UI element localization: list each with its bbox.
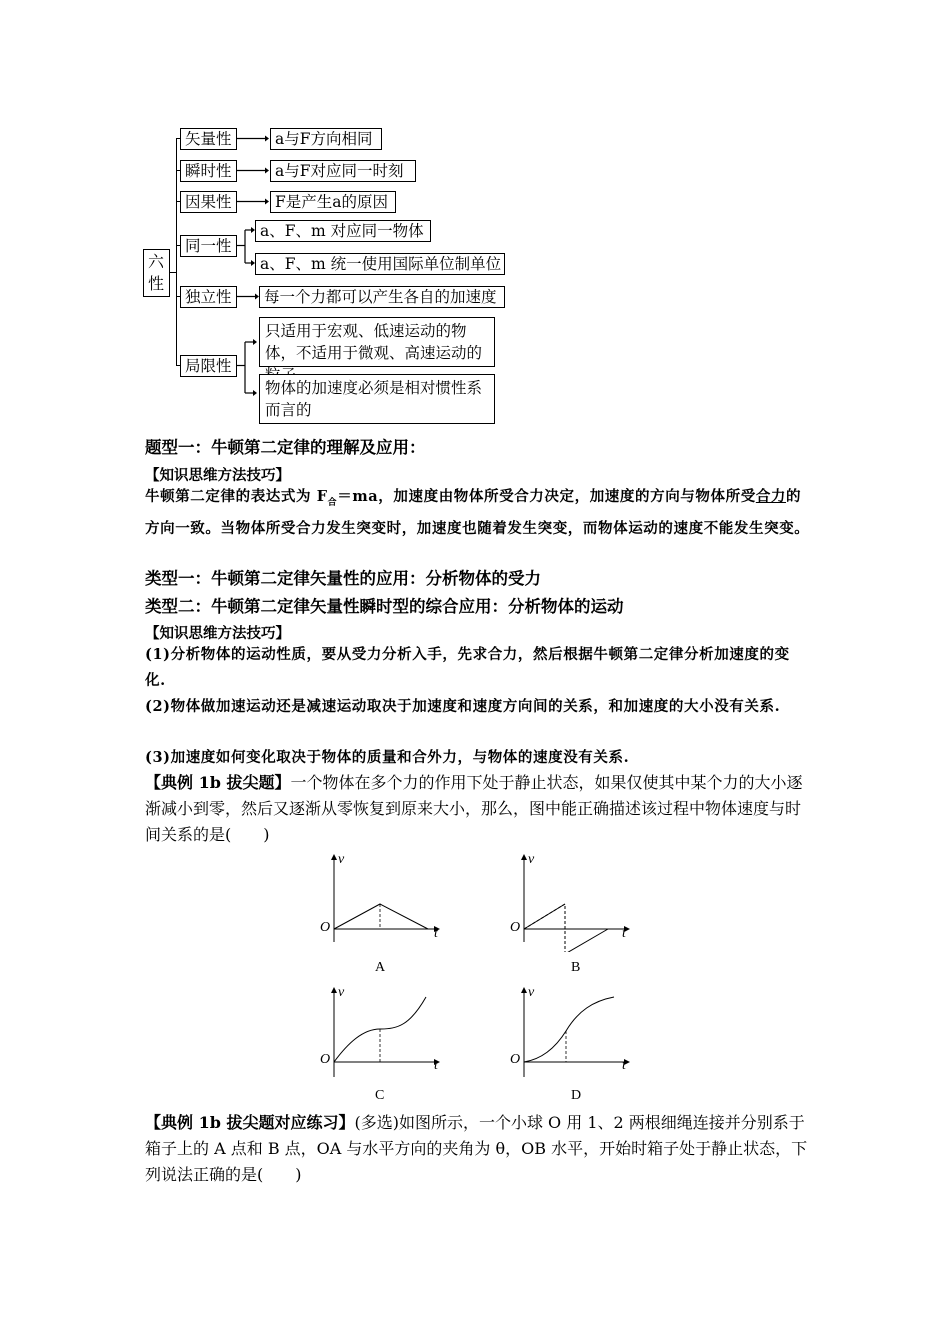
branch-instant: 瞬时性 (180, 160, 237, 182)
branch-causal: 因果性 (180, 191, 237, 213)
item-instant: a与F对应同一时刻 (270, 160, 416, 182)
origin-label: O (510, 1052, 521, 1067)
section1-paragraph: 牛顿第二定律的表达式为 $F_合=ma$，加速度由物体所受合力决定，加速度的方向与物体所受合力的方向一致。当物体所受合力发生突变时，加速度也随着发生突变，而物体运动的速度不能发生突变。 (145, 488, 810, 537)
axis-t-label: t (434, 1058, 438, 1073)
tips2-item-1: (1)分析物体的运动性质，要从受力分析入手，先求合力，然后根据牛顿第二定律分析加速度的变化. (145, 646, 790, 689)
arrow-icon (237, 288, 259, 308)
fork-arrows (237, 220, 257, 275)
axis-v-label: v (528, 985, 535, 1000)
example-question: 【典例 1b 拔尖题】一个物体在多个力的作用下处于静止状态，如果仅使其中某个力的大小逐渐减小到零，然后又逐渐从零恢复到原来大小，那么，图中能正确描述该过程中物体速度与时间关系的是( ) (145, 773, 803, 844)
graph-a-label: A (375, 960, 386, 975)
origin-label: O (510, 920, 521, 935)
tips2-item-2: (2)物体做加速运动还是减速运动取决于加速度和速度方向间的关系，和加速度的大小没有关系. (145, 698, 781, 715)
origin-label: O (320, 920, 331, 935)
item-limitation-2: 物体的加速度必须是相对惯性系而言的 (259, 374, 495, 424)
mindmap-root: 六性 (143, 249, 170, 297)
tips2-item-3: (3)加速度如何变化取决于物体的质量和合外力，与物体的速度没有关系. (145, 749, 630, 766)
origin-label: O (320, 1052, 331, 1067)
axis-t-label: t (622, 1058, 626, 1073)
branch-limitation: 局限性 (180, 355, 237, 377)
item-causal: F是产生a的原因 (270, 191, 396, 213)
graph-c-label: C (375, 1088, 385, 1103)
branch-vector: 矢量性 (180, 128, 237, 150)
item-vector: a与F方向相同 (270, 128, 382, 150)
type1-title: 类型一：牛顿第二定律矢量性的应用：分析物体的受力 (145, 569, 541, 588)
arrow-icon (237, 193, 269, 213)
axis-v-label: v (338, 852, 345, 867)
item-independence: 每一个力都可以产生各自的加速度 (259, 286, 505, 308)
axis-v-label: v (338, 985, 345, 1000)
graph-b-label: B (571, 960, 581, 975)
item-limitation-1: 只适用于宏观、低速运动的物体，不适用于微观、高速运动的 (259, 317, 495, 367)
type2-title: 类型二：牛顿第二定律矢量性瞬时型的综合应用：分析物体的运动 (145, 597, 624, 616)
practice-question: 【典例 1b 拔尖题对应练习】(多选)如图所示，一个小球 O 用 1、2 两根细绳连接并分别系于箱子上的 A 点和 B 点，OA 与水平方向的夹角为 θ，OB 水平，开始时箱子处于静止状态，下列说法正确的是( ) (145, 1113, 808, 1184)
section1-title: 题型一：牛顿第二定律的理解及应用： (145, 438, 426, 457)
arrow-icon (237, 162, 269, 182)
arrow-icon (237, 130, 269, 150)
tips2-label: 【知识思维方法技巧】 (145, 626, 290, 642)
branch-identity: 同一性 (180, 235, 237, 257)
axis-t-label: t (434, 926, 438, 941)
branch-independence: 独立性 (180, 286, 237, 308)
fork-arrows (237, 330, 259, 400)
axis-v-label: v (528, 852, 535, 867)
item-identity-2: a、F、m 统一使用国际单位制单位 (255, 253, 505, 275)
axis-t-label: t (622, 926, 626, 941)
item-identity-1: a、F、m 对应同一物体 (255, 220, 431, 242)
tips-label: 【知识思维方法技巧】 (145, 468, 290, 484)
graph-d-label: D (571, 1088, 582, 1103)
